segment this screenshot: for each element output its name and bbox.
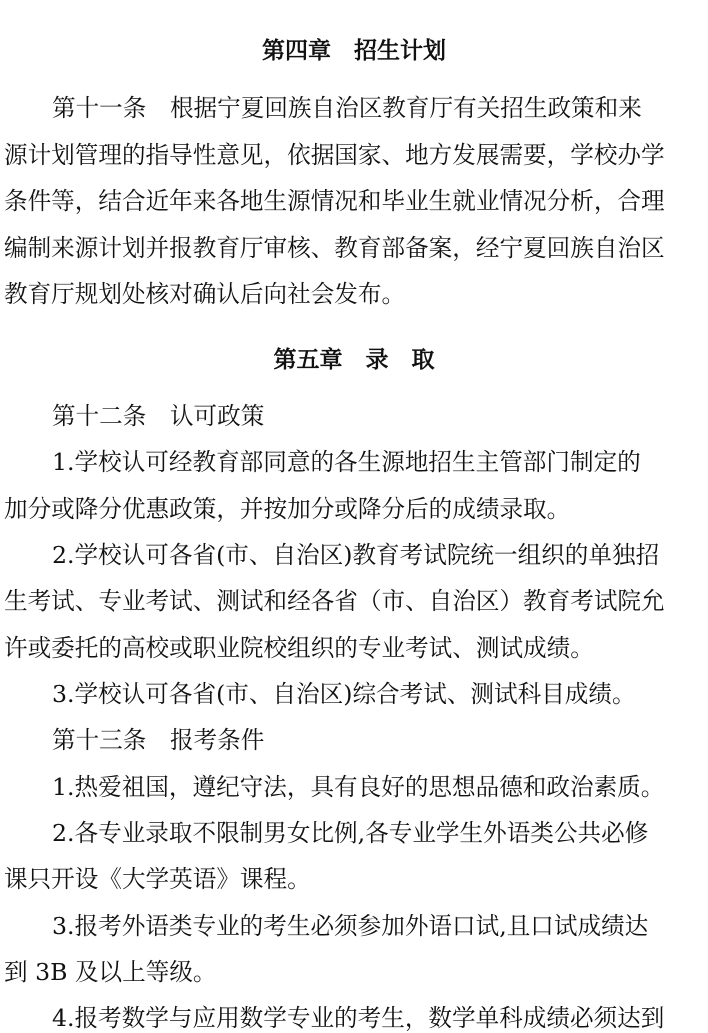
article-11-line-5: 教育厅规划处核对确认后向社会发布。 (4, 280, 406, 308)
article-12-item-2-line-2: 生考试、专业考试、测试和经各省（市、自治区）教育考试院允 (4, 587, 665, 615)
article-12-item-3-line-1: 3.学校认可各省(市、自治区)综合考试、测试科目成绩。 (52, 680, 636, 708)
article-12-item-2-line-1: 2.学校认可各省(市、自治区)教育考试院统一组织的单独招 (52, 541, 660, 569)
article-11-line-1: 第十一条 根据宁夏回族自治区教育厅有关招生政策和来 (52, 94, 642, 122)
article-12-title: 第十二条 认可政策 (52, 402, 265, 430)
chapter-4-heading: 第四章 招生计划 (262, 38, 446, 64)
article-11-line-4: 编制来源计划并报教育厅审核、教育部备案，经宁夏回族自治区 (4, 234, 665, 262)
article-12-item-1-line-1: 1.学校认可经教育部同意的各生源地招生主管部门制定的 (52, 448, 641, 476)
article-11-line-2: 源计划管理的指导性意见，依据国家、地方发展需要，学校办学 (4, 141, 665, 169)
article-12-item-1-line-2: 加分或降分优惠政策，并按加分或降分后的成绩录取。 (4, 495, 571, 523)
article-13-item-2-line-2: 课只开设《大学英语》课程。 (4, 865, 311, 893)
article-13-title: 第十三条 报考条件 (52, 726, 265, 754)
article-13-item-1-line-1: 1.热爱祖国，遵纪守法，具有良好的思想品德和政治素质。 (52, 773, 665, 801)
article-12-item-2-line-3: 许或委托的高校或职业院校组织的专业考试、测试成绩。 (4, 634, 594, 662)
article-13-item-3-line-1: 3.报考外语类专业的考生必须参加外语口试,且口试成绩达 (52, 912, 649, 940)
article-13-item-2-line-1: 2.各专业录取不限制男女比例,各专业学生外语类公共必修 (52, 819, 649, 847)
article-13-item-4-line-1: 4.报考数学与应用数学专业的考生，数学单科成绩必须达到 (52, 1004, 665, 1032)
chapter-5-heading: 第五章 录 取 (273, 347, 435, 373)
article-13-item-3-line-2: 到 3B 及以上等级。 (4, 958, 217, 986)
article-11-line-3: 条件等，结合近年来各地生源情况和毕业生就业情况分析，合理 (4, 187, 665, 215)
